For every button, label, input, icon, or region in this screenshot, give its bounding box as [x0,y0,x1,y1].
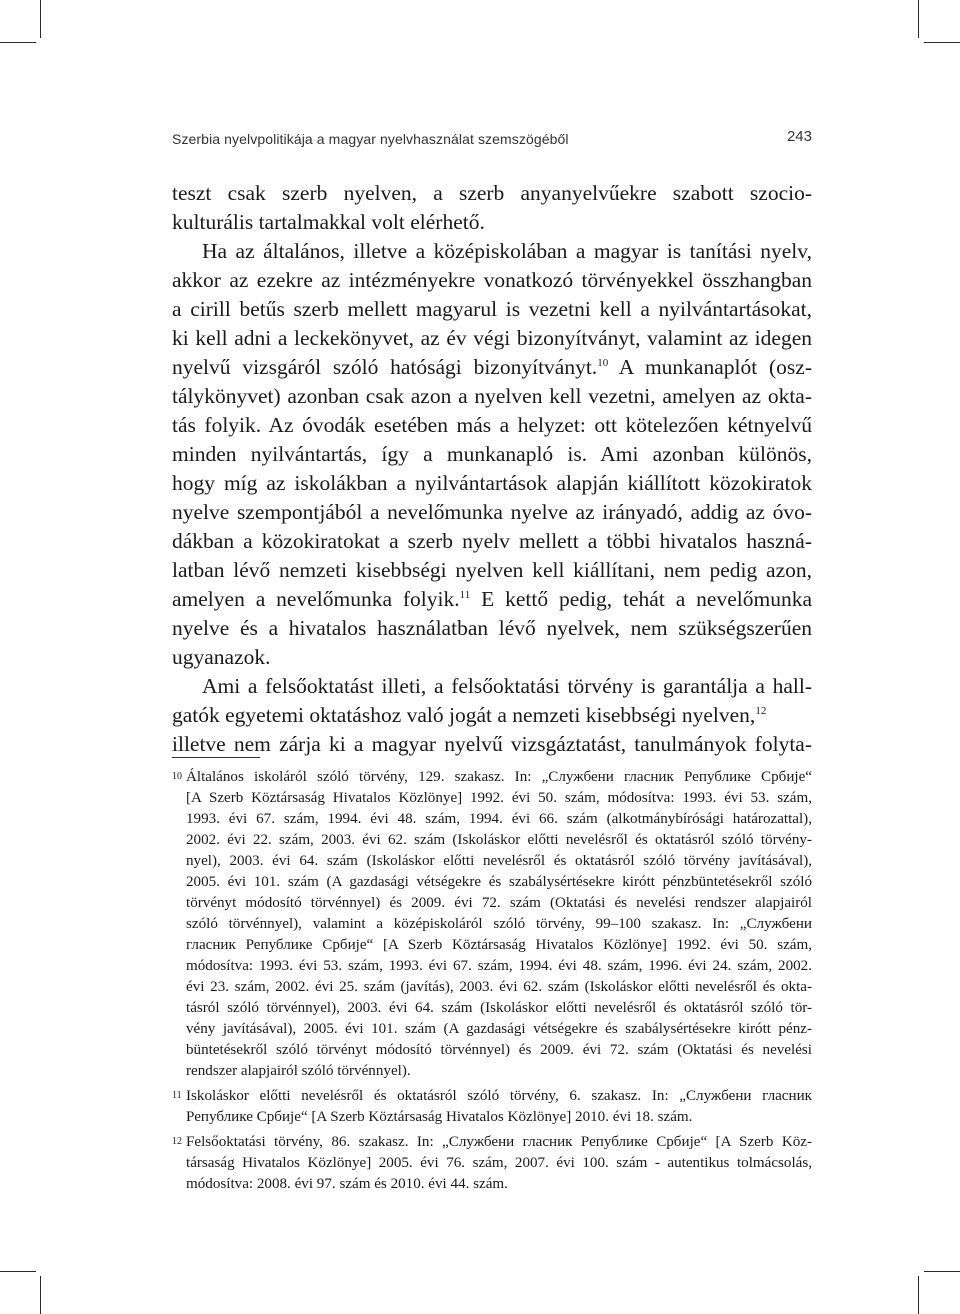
body-line-text: nyelvű vizsgáról szóló hatósági bizonyítványt. [172,355,598,379]
body-line [172,411,812,440]
footnote-number: 10 [172,771,182,782]
body-line-text: dákban a közokiratokat a szerb nyelv mellett a többi hivatalos haszná- [172,529,812,553]
body-line-text: ugyanazok. [172,645,271,669]
footnote-line: Felsőoktatási törvény, 86. szakasz. In: „Службени гласник Републике Србије“ [A Szerb Köz- [186,1134,812,1150]
footnote [172,1132,812,1195]
body-line-text: kulturális tartalmakkal volt elérhető. [172,210,485,234]
body-line-text: A munkanaplót (osz- [608,355,812,379]
footnote-line: tásról szóló törvénnyel), 2003. évi 64. szám (Iskoláskor előtti nevelésről és oktatásról szóló tör- [186,1000,812,1016]
body-line [172,324,812,353]
body-line-text: gatók egyetemi oktatáshoz való jogát a nemzeti kisebbségi nyelven, [172,703,756,727]
body-line-text: minden nyilvántartás, így a munkanapló is. Ami azonban különös, [172,442,812,466]
footnote-number: 12 [172,1136,182,1147]
body-line [172,701,812,730]
footnote-line: társaság Hivatalos Közlönye] 2005. évi 76. szám, 2007. évi 100. szám - autentikus tolmácsolás, [186,1155,812,1171]
footnote-line: büntetésekről szóló törvényt módosító törvénnyel) és 2009. évi 72. szám (Oktatási és nevelési [186,1042,812,1058]
footnote-line: szóló törvénnyel), valamint a középiskoláról szóló törvény, 99–100 szakasz. In: „Службени [186,916,812,932]
footnote-line: Републике Србије“ [A Szerb Köztársaság Hivatalos Közlönye] 2010. évi 18. szám. [186,1109,693,1125]
page-number: 243 [786,128,812,145]
footnote-line: módosítva: 2008. évi 97. szám és 2010. évi 44. szám. [186,1176,508,1192]
footnote-ref: 12 [755,705,767,717]
footnote-line: rendszer alapjairól szóló törvénnyel). [186,1063,411,1079]
body-line-text: tás folyik. Az óvodák esetében más a helyzet: ott kötelezően kétnyelvű [172,413,812,437]
body-line [172,266,812,295]
body-line-text: hogy míg az iskolákban a nyilvántartások alapján kiállított közokiratok [172,471,812,495]
body-line [172,585,812,614]
footnote-number: 11 [172,1090,182,1101]
crop-mark-bottom-right-h [924,1271,960,1272]
body-line [172,440,812,469]
footnote-line: 2002. évi 22. szám, 2003. évi 62. szám (Iskoláskor előtti nevelésről és oktatásról szóló törvény- [186,832,812,848]
body-line-text: tálykönyvet) azonban csak azon a nyelven kell vezetni, amelyen az okta- [172,384,812,408]
body-line-text: Ami a felsőoktatást illeti, a felsőoktatási törvény is garantálja a hall- [202,674,812,698]
running-head: Szerbia nyelvpolitikája a magyar nyelvhasználat szemszögéből [172,131,569,147]
body-line [172,527,812,556]
footnote-line: Iskoláskor előtti nevelésről és oktatásról szóló törvény, 6. szakasz. In: „Службени гласник [186,1088,812,1104]
crop-mark-top-right [918,0,919,38]
body-line-text: a cirill betűs szerb mellett magyarul is vezetni kell a nyilvántartásokat, [172,297,812,321]
body-line-text: ki kell adni a leckekönyvet, az év végi bizonyítványt, valamint az idegen [172,326,812,350]
body-line [172,730,812,759]
footnote-line: [A Szerb Köztársaság Hivatalos Közlönye] 1992. évi 50. szám, módosítva: 1993. évi 53. szám, [186,790,812,806]
body-line [172,469,812,498]
body-line [172,643,812,672]
body-line-text: E kettő pedig, tehát a nevelőmunka [470,587,812,611]
body-line [172,237,812,266]
footnote [172,767,812,1082]
footnote-line: nyel), 2003. évi 64. szám (Iskoláskor előtti nevelésről és oktatásról szóló törvény javításával), [186,853,812,869]
body-line-text: illetve nem zárja ki a magyar nyelvű vizsgáztatást, tanulmányok folyta- [172,732,812,756]
body-line-text: latban lévő nemzeti kisebbségi nyelven kell kiállítani, nem pedig azon, [172,558,812,582]
crop-mark-bottom-left-h [0,1271,36,1272]
body-line [172,382,812,411]
footnote-line: гласник Републике Србије“ [A Szerb Köztársaság Hivatalos Közlönye] 1992. évi 50. szám, [186,937,812,953]
footnote-line: törvényt módosító törvénnyel) és 2009. évi 72. szám (Oktatási és nevelési rendszer alapjairól [186,895,812,911]
footnote-line: 1993. évi 67. szám, 1994. évi 48. szám, 1994. évi 66. szám (alkotmánybírósági határozattal), [186,811,812,827]
body-line-text: Ha az általános, illetve a középiskolában a magyar is tanítási nyelv, [202,239,812,263]
crop-mark-top-right-h [924,42,960,43]
crop-mark-bottom-right [918,1276,919,1314]
footnote-line: 2005. évi 101. szám (A gazdasági vétségekre és szabálysértésekre kirótt pénzbüntetésekről szóló [186,874,812,890]
footnotes [172,767,812,1195]
body-line [172,295,812,324]
footnote-line: módosítva: 1993. évi 53. szám, 1993. évi 67. szám, 1994. évi 48. szám, 1996. évi 24. szám, 2002. [186,958,812,974]
body-line [172,672,812,701]
body-text [172,179,812,759]
footnote-separator [172,757,260,758]
body-line-text: akkor az ezekre az intézményekre vonatkozó törvényekkel összhangban [172,268,812,292]
crop-mark-top-left [40,0,41,38]
crop-mark-top-left-h [0,42,36,43]
body-line [172,353,812,382]
body-line-text: nyelve és a hivatalos használatban lévő nyelvek, nem szükségszerűen [172,616,812,640]
footnote-line: évi 23. szám, 2002. évi 25. szám (javítás), 2003. évi 62. szám (Iskoláskor előtti nevelésről és okta- [186,979,812,995]
footnote-line: vény javításával), 2005. évi 101. szám (A gazdasági vétségekre és szabálysértésekre kirótt pénz- [186,1021,812,1037]
body-line [172,556,812,585]
body-line-text: nyelve szempontjából a nevelőmunka nyelve az irányadó, addig az óvo- [172,500,812,524]
footnote-ref: 11 [459,589,471,601]
footnote-line: Általános iskoláról szóló törvény, 129. szakasz. In: „Службени гласник Републике Србије“ [186,769,812,785]
body-line [172,498,812,527]
body-line-text: teszt csak szerb nyelven, a szerb anyanyelvűekre szabott szocio- [172,181,812,205]
footnote-ref: 10 [597,357,609,369]
crop-mark-bottom-left [40,1276,41,1314]
body-line-text: amelyen a nevelőmunka folyik. [172,587,460,611]
footnote [172,1086,812,1128]
body-line [172,179,812,208]
body-line [172,614,812,643]
body-line [172,208,812,237]
